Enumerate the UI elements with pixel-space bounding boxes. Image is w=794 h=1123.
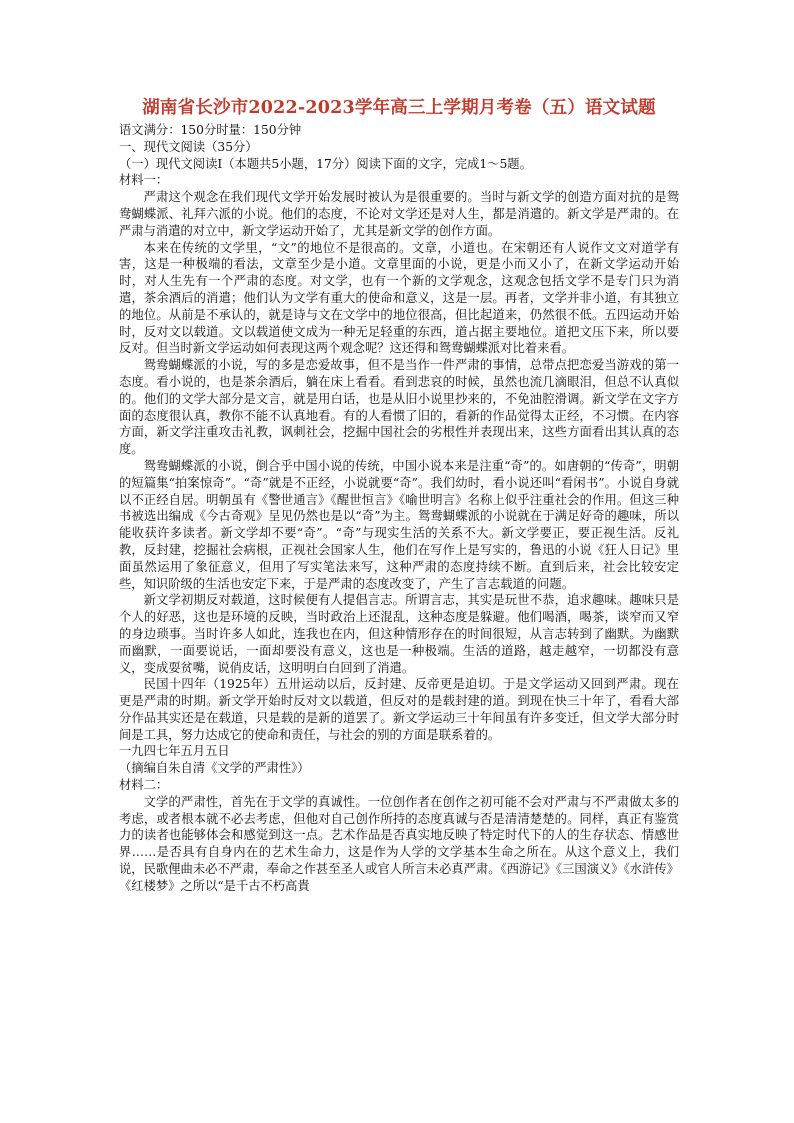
material-one-label: 材料一： (119, 173, 169, 188)
section-heading: 一、现代文阅读（35分） (119, 139, 258, 154)
material-one-paragraph-5: 新文学初期反对载道，这时候便有人提倡言志。所谓言志，其实是玩世不恭，追求趣味。趣味只是个人的好恶，这也是环境的反映，当时政治上还混乱，这种态度是躲避。他们喝酒，喝茶，谈窄而又窄的身边琐事。当时许多人如此，连我也在内，但这种情形存在的时间很短，从言志转到了幽默。为幽默而幽默，一面要说话，一面却要没有意义，这也是一种极端。生活的道路，越走越窄，一切都没有意义，变成耍贫嘴，说俏皮话，这明明白白回到了消遣。 (119, 593, 679, 675)
material-two-paragraph-1: 文学的严肃性，首先在于文学的真诚性。一位创作者在创作之初可能不会对严肃与不严肃做太多的考虑，或者根本就不必去考虑，但他对自己创作所持的态度真诚与否是清清楚楚的。同样，真正有鉴赏力的读者也能够体会和感觉到这一点。艺术作品是否真实地反映了特定时代下的人的生存状态、情感世界……是否具有自身内在的艺术生命力，这是作为人学的文学基本生命之所在。从这个意义上，我们说，民歌俚曲未必不严肃，奉命之作甚至圣人或官人所言未必真严肃。《西游记》《三国演义》《水浒传》《红楼梦》之所以“是千古不朽高貴 (119, 794, 679, 893)
exam-page (119, 96, 679, 895)
material-one-paragraph-6: 民国十四年（1925年）五卅运动以后，反封建、反帝更是迫切。于是文学运动又回到严肃。现在更是严肃的时期。新文学开始时反对文以载道，但反对的是载封建的道。到现在快三十年了，看看大部分作品其实还是在载道，只是载的是新的道罢了。新文学运动三十年间虽有许多变迁，但文学大部分时间是工具，努力达成它的使命和责任，与社会的别的方面是联系着的。 (119, 677, 679, 742)
material-two-label: 材料二： (119, 778, 169, 793)
material-one-date: 一九四七年五月五日 (119, 744, 230, 759)
material-one-paragraph-2: 本来在传统的文学里，“文”的地位不是很高的。文章，小道也。在宋朝还有人说作文文对道学有害，这是一种极端的看法，文章至少是小道。文章里面的小说，更是小而又小了，在新文学运动开始时，对人生先有一个严肃的态度。对文学，也有一个新的文学观念，这观念包括文学不是专门只为消遣，茶余酒后的消遣；他们认为文学有重大的使命和意义，这是一层。再者，文学并非小道，有其独立的地位。从前是不承认的，就是诗与文在文学中的地位很高，但比起道来，仍然很不低。五四运动开始时，反对文以载道。文以载道使文成为一种无足轻重的东西，道占据主要地位。道把文压下来，所以要反对。但当时新文学运动如何表现这两个观念呢？这还得和鸳鸯蝴蝶派对比着来看。 (119, 240, 679, 356)
material-one-paragraph-1: 严肃这个观念在我们现代文学开始发展时被认为是很重要的。当时与新文学的创造方面对抗的是鸳鸯蝴蝶派、礼拜六派的小说。他们的态度，不论对文学还是对人生，都是消遣的。新文学是严肃的。在严肃与消遣的对立中，新文学运动开始了，尤其是新文学的创作方面。 (119, 190, 679, 238)
exam-title: 湖南省长沙市2022-2023学年高三上学期月考卷（五）语文试题 (142, 98, 656, 118)
subsection-instructions: （一）现代文阅读Ⅰ（本题共5小题，17分）阅读下面的文字，完成1～5题。 (119, 156, 532, 171)
material-one-source: （摘编自朱自清《文学的严肃性》） (119, 761, 310, 776)
material-one-paragraph-3: 鸳鸯蝴蝶派的小说，写的多是恋爱故事，但不是当作一件严肃的事情，总带点把恋爱当游戏的第一态度。看小说的，也是茶余酒后，躺在床上看看。看到悲哀的时候，虽然也流几滴眼泪，但总不认真似的。他们的文学大部分是文言，就是用白话，也是从旧小说里抄来的，不免油腔滑调。新文学在文字方面的态度很认真，教你不能不认真地看。有的人看惯了旧的，看新的作品觉得太正经，不习惯。在内容方面，新文学注重攻击礼教，讽刺社会，挖掘中国社会的劣根性并表现出来，这些方面看出其认真的态度。 (119, 358, 679, 457)
material-one-paragraph-4: 鸳鸯蝴蝶派的小说，倒合乎中国小说的传统，中国小说本来是注重“奇”的。如唐朝的“传奇”，明朝的短篇集“拍案惊奇”。“奇”就是不正经，小说就要“奇”。我们幼时，看小说还叫“看闲书”。小说自身就以不正经自居。明朝虽有《警世通言》《醒世恒言》《喻世明言》名称上似乎注重社会的作用。但这三种书被选出编成《今古奇观》呈见仍然也是以“奇”为主。鸳鸯蝴蝶派的小说就在于满足好奇的趣味，所以能收获许多读者。新文学却不要“奇”。“奇”与现实生活的关系不大。新文学要正，要正视生活。反礼教，反封建，挖掘社会病根，正视社会国家人生，他们在写作上是写实的，鲁迅的小说《狂人日记》里面虽然运用了象征意义，但用了写实笔法来写，这种严肃的态度持续不断。直到后来，社会比较安定些，知识阶级的生活也安定下来，于是严肃的态度改变了，产生了言志载道的问题。 (119, 458, 679, 591)
exam-meta: 语文满分：150分时量：150分钟 (119, 123, 302, 137)
